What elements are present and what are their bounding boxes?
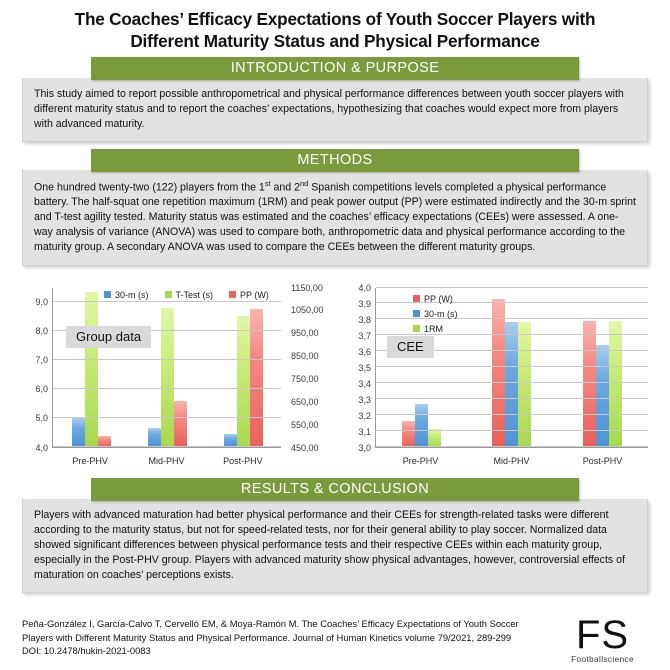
x-axis-tick-label: Mid-PHV — [148, 455, 185, 466]
y-axis-tick-label: 3,7 — [358, 330, 371, 341]
title-line-1: The Coaches’ Efficacy Expectations of Youth Soccer Players with — [74, 9, 596, 29]
y-axis-tick-label: 7,0 — [35, 355, 48, 366]
legend-item — [165, 290, 214, 300]
section-body-introduction — [22, 78, 648, 142]
gridline — [53, 301, 281, 302]
legend-label: 30-m (s) — [424, 308, 458, 319]
footer — [22, 613, 648, 664]
spacer — [0, 142, 670, 149]
gridline — [376, 366, 648, 367]
charts-row — [8, 274, 662, 474]
y-axis-secondary-tick-label: 650,00 — [291, 396, 319, 407]
bar — [148, 428, 161, 446]
results-text: Players with advanced maturation had better physical performance and their CEEs for strength-related tasks were different according to the maturity status, but not for speed-related tests, nor for their general ability to play soccer. Normalized data showed significant differences between physical performance tests and their respective CEEs within each maturity group, especially in the Post-PHV group. Players with advanced maturity show physical advantages, however, controversial effects of maturation on coaches’ perceptions exists. — [34, 508, 625, 581]
bar — [428, 429, 441, 446]
section-heading-introduction: INTRODUCTION & PURPOSE — [91, 57, 579, 80]
legend-item — [413, 294, 458, 304]
gridline — [376, 398, 648, 399]
bar — [161, 308, 174, 447]
legend-swatch — [413, 295, 420, 302]
bar-group — [148, 288, 187, 447]
gridline — [53, 359, 281, 360]
bar-group — [72, 288, 111, 447]
y-axis-tick-label: 6,0 — [35, 384, 48, 395]
bar — [492, 299, 505, 447]
bar — [505, 322, 518, 446]
x-axis-tick-label: Post-PHV — [582, 455, 623, 466]
gridline — [376, 287, 648, 288]
chart-cee — [335, 274, 662, 474]
methods-text — [34, 179, 636, 256]
legend-item — [229, 290, 269, 300]
y-axis-secondary-tick-label: 750,00 — [291, 373, 319, 384]
chart-legend-cee — [413, 294, 458, 334]
bar — [85, 292, 98, 446]
legend-item — [104, 290, 149, 300]
bar-groups-group-data — [53, 288, 281, 447]
legend-swatch — [165, 291, 172, 298]
gridline — [53, 446, 281, 447]
legend-label: PP (W) — [424, 293, 453, 304]
chart-group-data — [8, 274, 335, 474]
page-title — [0, 0, 670, 57]
section-introduction — [22, 57, 648, 142]
bar — [518, 322, 531, 446]
bar — [174, 401, 187, 447]
footballscience-logo — [571, 613, 648, 664]
y-axis-tick-label: 3,4 — [358, 378, 371, 389]
x-axis-tick-label: Pre-PHV — [72, 455, 108, 466]
methods-text-pre: One hundred twenty-two (122) players from the 1 — [34, 181, 265, 194]
logo-wordmark: Footballscience — [571, 655, 634, 664]
citation-text: Peña-González I, García-Calvo T, Cervelló EM, & Moya-Ramón M. The Coaches’ Efficacy Expectations of Youth Soccer Players with Different Maturity Status and Physical Performance. Journal of Human Kinetics volume 79/2021, 289-299 DOI: 10.2478/hukin-2021-0083 — [22, 618, 519, 657]
gridline — [376, 430, 648, 431]
y-axis-tick-label: 9,0 — [35, 297, 48, 308]
x-axis-tick-label: Post-PHV — [223, 455, 263, 466]
bar — [402, 421, 415, 446]
y-axis-secondary-tick-label: 850,00 — [291, 351, 319, 362]
section-body-results — [22, 499, 648, 593]
bar-group — [583, 288, 622, 447]
legend-label: 1RM — [424, 323, 444, 334]
section-heading-results: RESULTS & CONCLUSION — [91, 478, 579, 501]
bar — [72, 418, 85, 447]
methods-sup-nd: nd — [300, 178, 309, 188]
y-axis-tick-label: 3,0 — [358, 442, 371, 453]
plot-area-group-data — [52, 288, 281, 448]
y-axis-secondary-tick-label: 1150,00 — [291, 282, 323, 293]
bar — [583, 321, 596, 447]
bar — [609, 321, 622, 447]
gridline — [376, 414, 648, 415]
legend-label: PP (W) — [240, 289, 269, 300]
legend-label: T-Test (s) — [175, 289, 213, 300]
y-axis-tick-label: 8,0 — [35, 326, 48, 337]
methods-text-mid: and 2 — [270, 181, 301, 194]
bar — [237, 316, 250, 447]
y-axis-tick-label: 3,2 — [358, 410, 371, 421]
methods-text-post: Spanish competitions levels completed a physical performance battery. The half-squat one repetition maximum (1RM) and peak power output (PP) were estimated indirectly and the 30-m sprint and T-test agility tested. Maturity status was estimated and the coaches’ efficacy expectations (CEEs) were assessed. A one-way analysis of variance (ANOVA) was used to compare both, anthropometric data and physical performance according to the maturity group. A secondary ANOVA was used to compare the CEEs between the different maturity groups. — [34, 181, 636, 254]
y-axis-secondary-tick-label: 1050,00 — [291, 305, 324, 316]
logo-mark: FS — [575, 613, 630, 658]
gridline — [53, 388, 281, 389]
y-axis-tick-label: 3,8 — [358, 314, 371, 325]
gridline — [376, 446, 648, 447]
y-axis-tick-label: 4,0 — [358, 282, 371, 293]
legend-label: 30-m (s) — [115, 289, 149, 300]
x-axis-labels-cee — [375, 456, 648, 466]
gridline — [53, 417, 281, 418]
legend-swatch — [104, 291, 111, 298]
legend-swatch — [413, 325, 420, 332]
introduction-text: This study aimed to report possible anthropometrical and physical performance differences between youth soccer players with different maturity status and to report the coaches’ expectations, hypothesizing that coaches would expect more from players with advanced maturity. — [34, 87, 624, 130]
methods-sup-st: st — [264, 178, 271, 188]
y-axis-secondary-tick-label: 950,00 — [291, 328, 319, 339]
bar — [596, 345, 609, 447]
chart-legend-group-data — [104, 290, 269, 300]
section-methods — [22, 149, 648, 266]
legend-item — [413, 324, 458, 334]
chart-title-cee: CEE — [387, 336, 434, 358]
bar-group — [492, 288, 531, 447]
bar — [415, 404, 428, 447]
chart-title-group-data: Group data — [66, 326, 151, 348]
y-axis-secondary-tick-label: 450,00 — [291, 442, 319, 453]
bar-group — [224, 288, 263, 447]
y-axis-tick-label: 3,3 — [358, 394, 371, 405]
y-axis-tick-label: 3,5 — [358, 362, 371, 373]
y-axis-tick-label: 3,1 — [358, 426, 371, 437]
section-heading-methods: METHODS — [91, 149, 579, 172]
legend-swatch — [413, 310, 420, 317]
gridline — [376, 382, 648, 383]
y-axis-tick-label: 4,0 — [35, 442, 48, 453]
title-line-2: Different Maturity Status and Physical Performance — [130, 31, 540, 52]
y-axis-tick-label: 3,9 — [358, 298, 371, 309]
legend-item — [413, 309, 458, 319]
x-axis-tick-label: Pre-PHV — [402, 455, 439, 466]
y-axis-tick-label: 3,6 — [358, 346, 371, 357]
legend-swatch — [229, 291, 236, 298]
x-axis-labels-group-data — [52, 456, 281, 466]
x-axis-tick-label: Mid-PHV — [493, 455, 530, 466]
y-axis-tick-label: 5,0 — [35, 413, 48, 424]
section-results — [22, 478, 648, 593]
y-axis-secondary-tick-label: 550,00 — [291, 419, 319, 430]
section-body-methods — [22, 170, 648, 266]
